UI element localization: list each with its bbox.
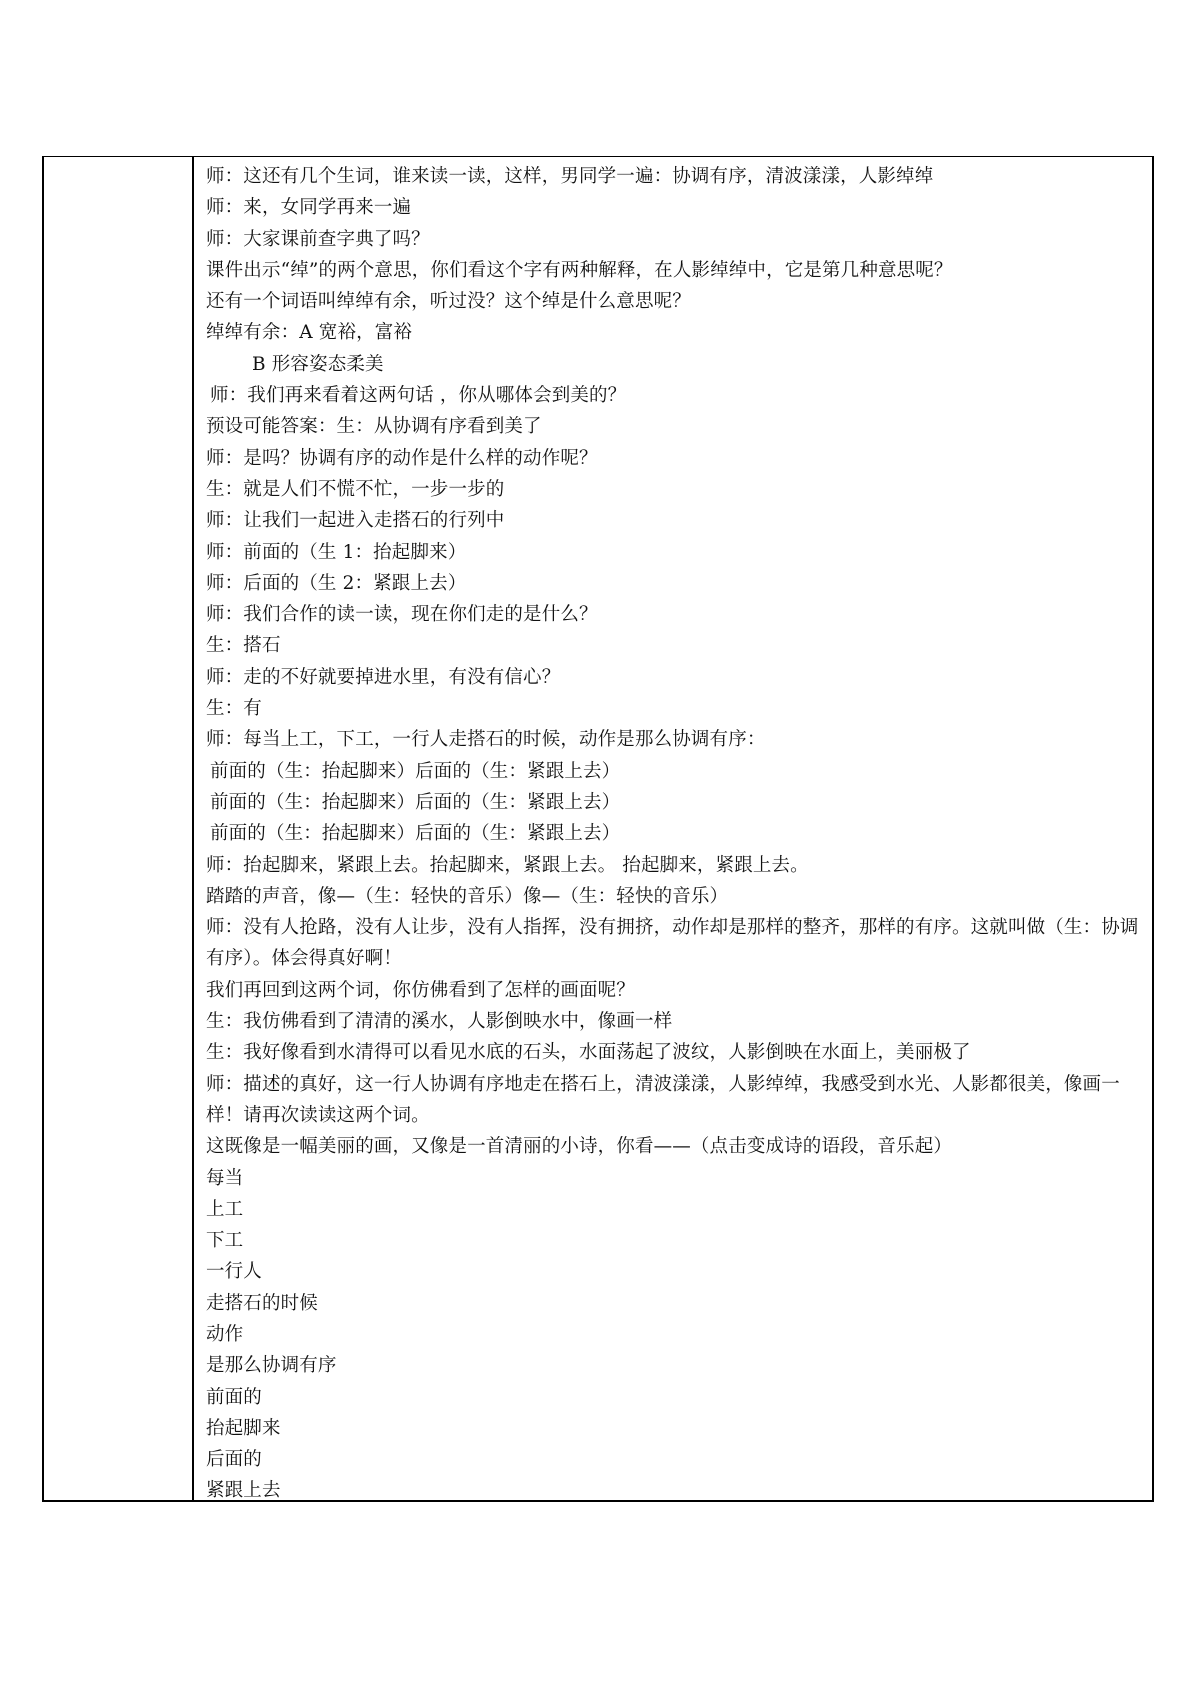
text-line: 师：我们合作的读一读，现在你们走的是什么？: [206, 604, 598, 626]
text-line: 师：后面的（生 2：紧跟上去）: [206, 572, 467, 594]
text-line: 师：走的不好就要掉进水里，有没有信心？: [206, 666, 561, 688]
text-line: 生：就是人们不慌不忙，一步一步的: [206, 478, 505, 500]
text-line: 前面的（生：抬起脚来）后面的（生：紧跟上去）: [210, 791, 621, 813]
text-line: 师：这还有几个生词，谁来读一读，这样，男同学一遍：协调有序，清波漾漾，人影绰绰: [206, 166, 934, 187]
poem-line: 动作: [206, 1323, 244, 1345]
text-line: 绰绰有余：A 宽裕，富裕: [206, 322, 413, 344]
text-line: B 形容姿态柔美: [252, 353, 384, 375]
text-line: 还有一个词语叫绰绰有余，听过没？这个绰是什么意思呢？: [206, 291, 691, 313]
table-content-cell: [194, 157, 1152, 1500]
poem-line: 抬起脚来: [206, 1417, 281, 1439]
poem-line: 是那么协调有序: [206, 1355, 337, 1377]
text-line: 师：前面的（生 1：抬起脚来）: [206, 541, 467, 563]
poem-line: 前面的: [206, 1386, 262, 1408]
text-line: 这既像是一幅美丽的画，又像是一首清丽的小诗，你看——（点击变成诗的语段，音乐起）: [206, 1136, 953, 1158]
poem-line: 走搭石的时候: [206, 1292, 318, 1314]
text-line: 师：是吗？协调有序的动作是什么样的动作呢？: [206, 447, 598, 469]
text-line: 我们再回到这两个词，你仿佛看到了怎样的画面呢？: [206, 979, 635, 1001]
text-line: 前面的（生：抬起脚来）后面的（生：紧跟上去）: [210, 823, 621, 845]
text-line: 师：让我们一起进入走搭石的行列中: [206, 510, 505, 532]
text-line: 生：有: [206, 698, 262, 720]
text-line: 师：抬起脚来，紧跟上去。抬起脚来，紧跟上去。 抬起脚来，紧跟上去。: [206, 854, 809, 876]
poem-line: 一行人: [206, 1261, 262, 1283]
text-paragraph: 师：描述的真好，这一行人协调有序地走在搭石上，清波漾漾，人影绰绰，我感受到水光、人影都很美，像画一样！请再次读读这两个词。: [206, 1073, 1120, 1126]
text-paragraph: 师：没有人抢路，没有人让步，没有人指挥，没有拥挤，动作却是那样的整齐，那样的有序。这就叫做（生：协调有序）。体会得真好啊！: [206, 917, 1139, 970]
text-line: 预设可能答案：生：从协调有序看到美了: [206, 416, 542, 438]
text-line: 前面的（生：抬起脚来）后面的（生：紧跟上去）: [210, 760, 621, 782]
text-line: 师：大家课前查字典了吗？: [206, 228, 430, 250]
poem-line: 后面的: [206, 1449, 262, 1471]
text-line: 踏踏的声音，像—（生：轻快的音乐）像—（生：轻快的音乐）: [206, 885, 729, 907]
table-left-cell: [44, 157, 194, 1500]
poem-line: 下工: [206, 1230, 244, 1252]
text-line: 师：每当上工，下工，一行人走搭石的时候，动作是那么协调有序：: [206, 729, 766, 751]
text-line: 生：我好像看到水清得可以看见水底的石头，水面荡起了波纹，人影倒映在水面上，美丽极了: [206, 1042, 971, 1064]
poem-line: 每当: [206, 1167, 244, 1189]
text-line: 生：搭石: [206, 635, 281, 657]
text-line: 生：我仿佛看到了清清的溪水，人影倒映水中，像画一样: [206, 1011, 673, 1033]
poem-line: 紧跟上去: [206, 1480, 281, 1500]
text-line: 课件出示“绰”的两个意思，你们看这个字有两种解释，在人影绰绰中，它是第几种意思呢？: [206, 259, 953, 281]
poem-line: 上工: [206, 1198, 244, 1220]
lesson-table: [42, 156, 1154, 1502]
text-line: 师：来，女同学再来一遍: [206, 197, 412, 219]
text-line: 师：我们再来看着这两句话 ，你从哪体会到美的？: [210, 385, 627, 407]
